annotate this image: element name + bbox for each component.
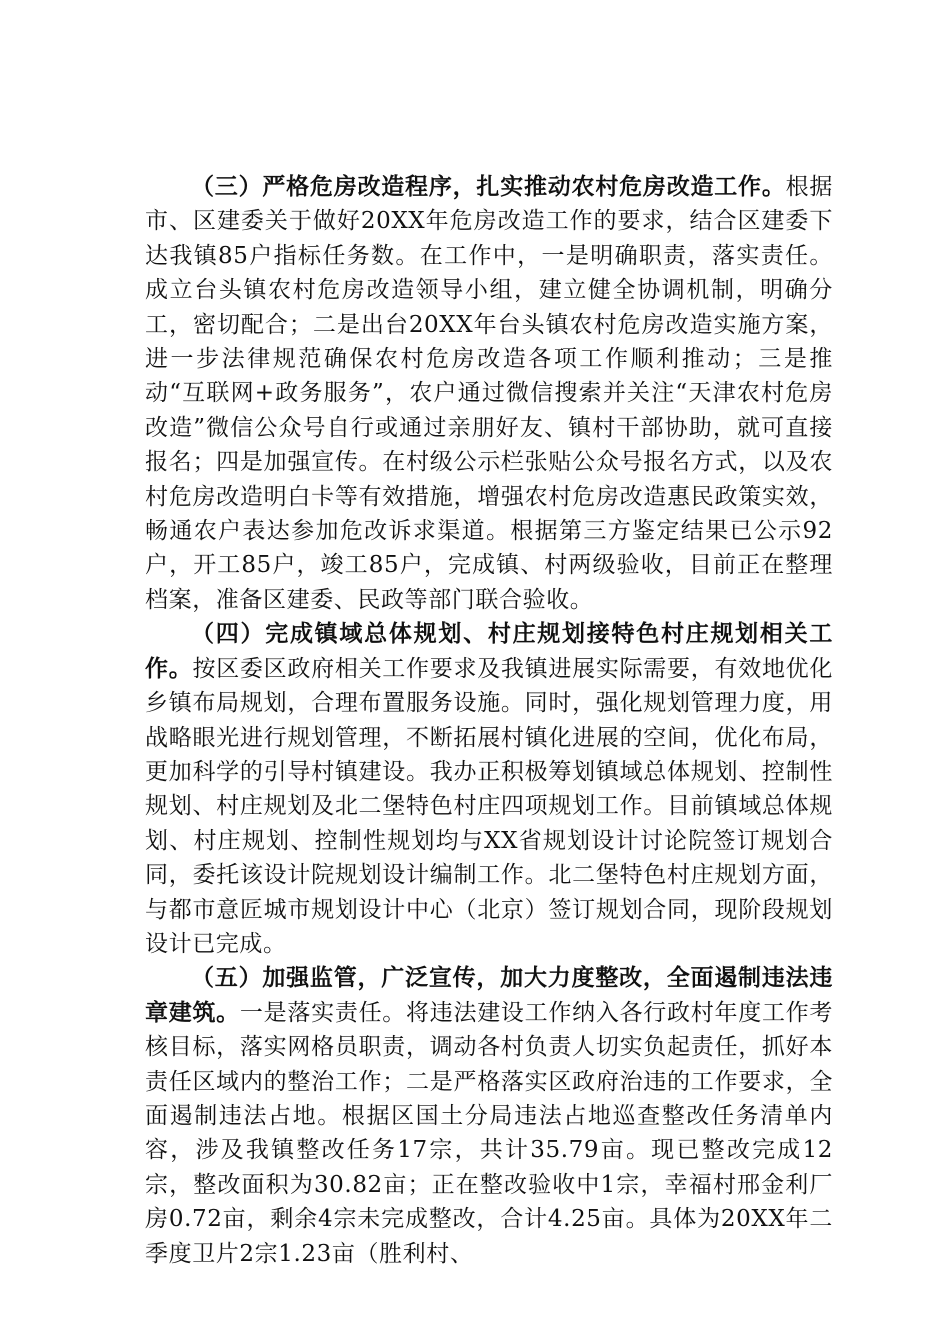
section-4-heading: （四）完成镇域总体规划、村庄规划接特色村庄规划相关工作。 xyxy=(145,621,833,682)
section-3-paragraph xyxy=(145,170,833,617)
section-5-heading: （五）加强监管，广泛宣传，加大力度整改，全面遏制违法违章建筑。 xyxy=(145,965,833,1026)
section-3-heading: （三）严格危房改造程序，扎实推动农村危房改造工作。 xyxy=(191,174,786,200)
section-4-body: 按区委区政府相关工作要求及我镇进展实际需要，有效地优化乡镇布局规划，合理布置服务设施。同时，强化规划管理力度，用战略眼光进行规划管理，不断拓展村镇化进展的空间，优化布局，更加科学的引导村镇建设。我办正积极筹划镇域总体规划、控制性规划、村庄规划及北二堡特色村庄四项规划工作。目前镇域总体规划、村庄规划、控制性规划均与XX省规划设计讨论院签订规划合同，委托该设计院规划设计编制工作。北二堡特色村庄规划方面，与都市意匠城市规划设计中心（北京）签订规划合同，现阶段规划设计已完成。 xyxy=(145,655,834,957)
section-5-body: 一是落实责任。将违法建设工作纳入各行政村年度工作考核目标，落实网格员职责，调动各村负责人切实负起责任，抓好本责任区域内的整治工作；二是严格落实区政府治违的工作要求，全面遏制违法占地。根据区国土分局违法占地巡查整改任务清单内容，涉及我镇整改任务17宗，共计35.79亩。现已整改完成12宗，整改面积为30.82亩；正在整改验收中1宗，幸福村邢金利厂房0.72亩，剩余4宗未完成整改，合计4.25亩。具体为20XX年二季度卫片2宗1.23亩（胜利村、 xyxy=(145,999,834,1267)
section-3-body: 根据市、区建委关于做好20XX年危房改造工作的要求，结合区建委下达我镇85户指标任务数。在工作中，一是明确职责，落实责任。成立台头镇农村危房改造领导小组，建立健全协调机制，明确分工，密切配合；二是出台20XX年台头镇农村危房改造实施方案，进一步法律规范确保农村危房改造各项工作顺利推动；三是推动“互联网+政务服务”，农户通过微信搜索并关注“天津农村危房改造”微信公众号自行或通过亲朋好友、镇村干部协助，就可直接报名；四是加强宣传。在村级公示栏张贴公众号报名方式，以及农村危房改造明白卡等有效措施，增强农村危房改造惠民政策实效，畅通农户表达参加危改诉求渠道。根据第三方鉴定结果已公示92户，开工85户，竣工85户，完成镇、村两级验收，目前正在整理档案，准备区建委、民政等部门联合验收。 xyxy=(145,174,834,613)
section-5-paragraph xyxy=(145,961,833,1271)
section-4-paragraph xyxy=(145,617,833,961)
document-page xyxy=(145,170,833,1271)
